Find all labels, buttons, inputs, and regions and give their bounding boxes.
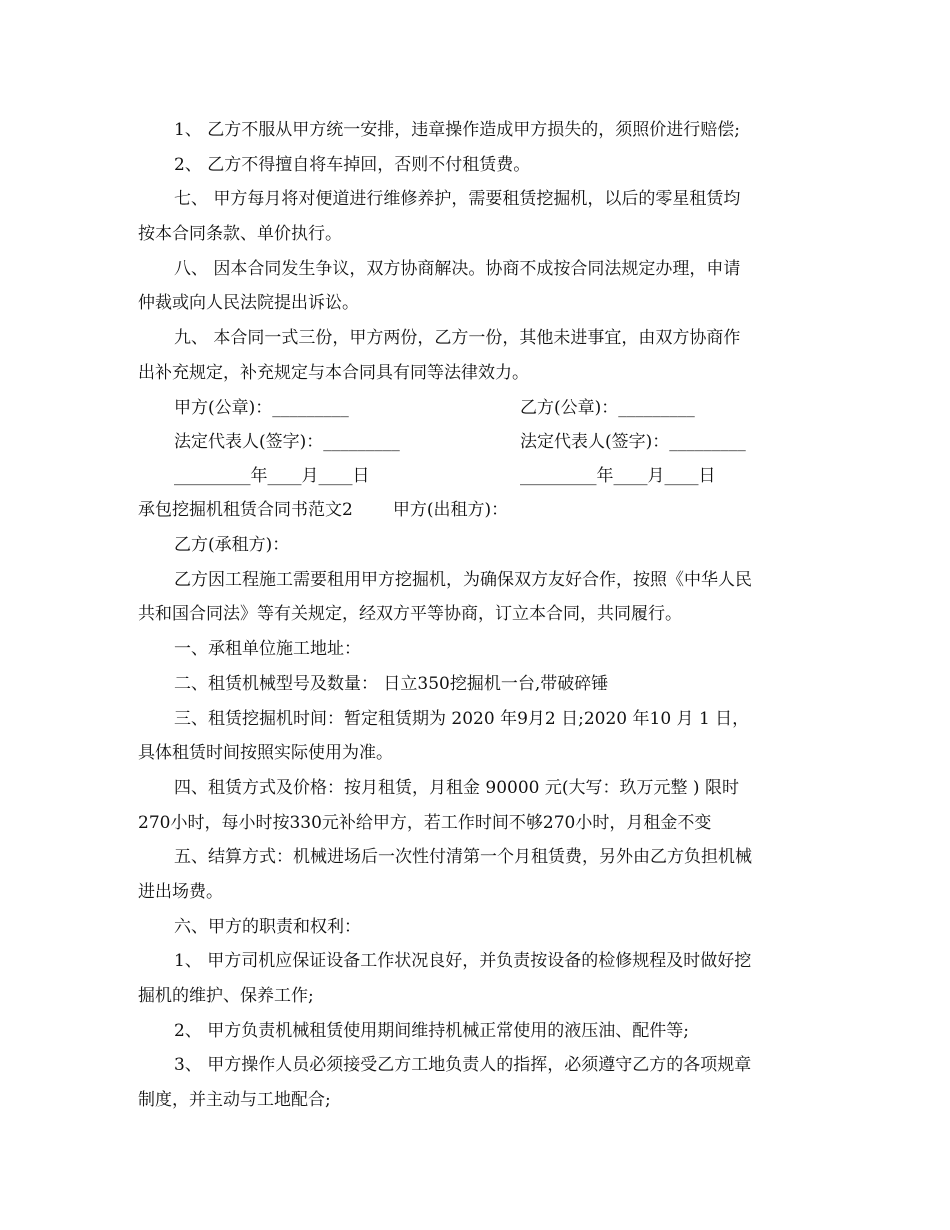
party-a-seal: 甲方(公章)：_________ [174,398,349,418]
signature-row-date [0,464,950,488]
paragraph-line: 出补充规定，补充规定与本合同具有同等法律效力。 [138,363,529,383]
party-b-seal: 乙方(公章)：_________ [520,398,695,418]
paragraph-line: 乙方因工程施工需要租用甲方挖掘机，为确保双方友好合作，按照《中华人民 [174,570,752,590]
section-title: 承包挖掘机租赁合同书范文2 [138,500,353,520]
party-b-date: _________年____月____日 [520,466,716,486]
paragraph-line: 七、 甲方每月将对便道进行维修养护，需要租赁挖掘机，以后的零星租赁均 [174,189,741,209]
party-b-representative: 法定代表人(签字)：_________ [520,432,746,452]
paragraph-line: 2、 甲方负责机械租赁使用期间维持机械正常使用的液压油、配件等; [174,1021,689,1041]
paragraph-line: 六、甲方的职责和权利： [174,917,361,937]
lessee-label: 乙方(承租方)： [174,535,290,555]
paragraph-line: 共和国合同法》等有关规定，经双方平等协商，订立本合同，共同履行。 [138,604,682,624]
paragraph-line: 进出场费。 [138,882,223,902]
paragraph-line: 三、租赁挖掘机时间：暂定租赁期为 2020 年9月2 日;2020 年10 月 1 日， [174,709,750,729]
party-a-date: _________年____月____日 [174,466,370,486]
paragraph-line: 3、 甲方操作人员必须接受乙方工地负责人的指挥，必须遵守乙方的各项规章 [174,1055,752,1075]
signature-row-representative [0,430,950,454]
paragraph-line: 仲裁或向人民法院提出诉讼。 [138,293,359,313]
paragraph-line: 掘机的维护、保养工作; [138,986,314,1006]
paragraph-line: 一、承租单位施工地址： [174,639,361,659]
paragraph-line: 制度，并主动与工地配合; [138,1090,331,1110]
paragraph-line: 九、 本合同一式三份，甲方两份，乙方一份，其他未进事宜，由双方协商作 [174,328,741,348]
signature-row-seal [0,396,950,420]
paragraph-line: 四、租赁方式及价格：按月租赁，月租金 90000 元(大写：玖万元整 ) 限时 [174,778,739,798]
paragraph-line: 270小时，每小时按330元补给甲方，若工作时间不够270小时，月租金不变 [138,813,712,833]
lessor-label: 甲方(出租方)： [392,500,509,520]
paragraph-line: 按本合同条款、单价执行。 [138,224,342,244]
party-a-representative: 法定代表人(签字)：_________ [174,432,400,452]
paragraph-line: 1、 乙方不服从甲方统一安排，违章操作造成甲方损失的，须照价进行赔偿; [174,120,740,140]
paragraph-line: 二、租赁机械型号及数量： 日立350挖掘机一台,带破碎锤 [174,674,609,694]
paragraph-line: 2、 乙方不得擅自将车掉回，否则不付租赁费。 [174,155,531,175]
paragraph-line: 五、结算方式：机械进场后一次性付清第一个月租赁费，另外由乙方负担机械 [174,847,752,867]
paragraph-line: 1、 甲方司机应保证设备工作状况良好，并负责按设备的检修规程及时做好挖 [174,951,752,971]
section-title-line [138,498,828,522]
paragraph-line: 八、 因本合同发生争议，双方协商解决。协商不成按合同法规定办理，申请 [174,259,741,279]
paragraph-line: 具体租赁时间按照实际使用为准。 [138,743,393,763]
